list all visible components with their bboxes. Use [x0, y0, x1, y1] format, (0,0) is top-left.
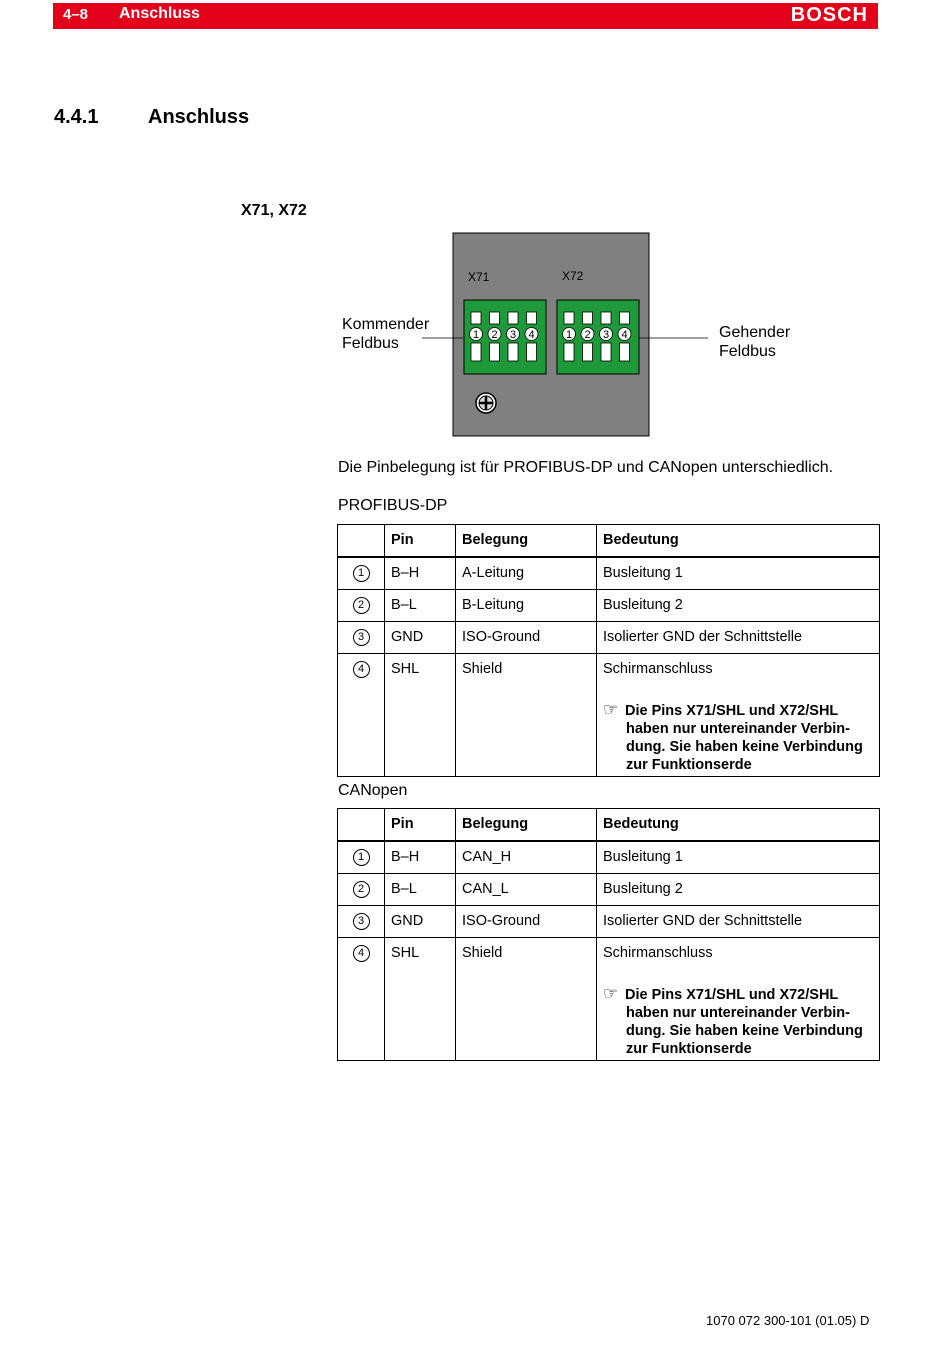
col-bedeutung: Bedeutung — [597, 525, 880, 558]
table-row — [338, 841, 880, 874]
intro-text: Die Pinbelegung ist für PROFIBUS-DP und CANopen unterschiedlich. — [338, 459, 834, 476]
connector-diagram — [330, 228, 791, 443]
terminal-top — [620, 312, 630, 324]
section-number: 4.4.1 — [54, 106, 99, 128]
pin-cell: B–H — [385, 557, 456, 590]
page-number: 4–8 — [63, 6, 89, 23]
belegung-cell: CAN_H — [456, 841, 597, 874]
terminal-bottom — [508, 343, 518, 361]
connector-x72 — [557, 300, 639, 374]
note-text: Die Pins X71/SHL und X72/SHL haben nur untereinander Verbin-dung. Sie haben keine Verbindung zur Funktionserde — [625, 703, 863, 773]
page-header — [53, 3, 878, 29]
terminal-bottom — [471, 343, 481, 361]
table-header-row — [338, 525, 880, 558]
connector-x71 — [464, 300, 546, 374]
hand-pointer-icon: ☞ — [603, 700, 619, 719]
belegung-cell: A-Leitung — [456, 557, 597, 590]
pin-number-label: 2 — [491, 329, 498, 341]
belegung-cell: B-Leitung — [456, 590, 597, 622]
table-row — [338, 874, 880, 906]
section-title: Anschluss — [148, 106, 250, 128]
note — [603, 701, 873, 774]
terminal-bottom — [490, 343, 500, 361]
right-label-1: Gehender — [719, 324, 791, 341]
pin-cell: B–L — [385, 590, 456, 622]
terminal-top — [583, 312, 593, 324]
canopen-caption: CANopen — [338, 782, 408, 799]
canopen-table — [337, 808, 880, 1061]
terminal-top — [527, 312, 537, 324]
table-row — [338, 622, 880, 654]
bedeutung-cell: Isolierter GND der Schnittstelle — [597, 906, 880, 938]
bedeutung-cell: Isolierter GND der Schnittstelle — [597, 622, 880, 654]
left-label-2: Feldbus — [342, 335, 399, 352]
bedeutung-cell: Schirmanschluss — [603, 661, 713, 677]
note — [603, 985, 873, 1058]
table-row — [338, 557, 880, 590]
pin-number-label: 3 — [602, 329, 610, 341]
pin-number: 2 — [353, 881, 370, 898]
belegung-cell: ISO-Ground — [456, 622, 597, 654]
terminal-top — [508, 312, 518, 324]
col-bedeutung: Bedeutung — [597, 809, 880, 842]
pin-cell: SHL — [385, 938, 456, 1061]
pin-number: 3 — [353, 913, 370, 930]
col-pin: Pin — [385, 809, 456, 842]
terminal-top — [490, 312, 500, 324]
pin-number: 4 — [353, 661, 370, 678]
pin-number: 4 — [353, 945, 370, 962]
pin-cell: GND — [385, 906, 456, 938]
terminal-bottom — [601, 343, 611, 361]
bedeutung-cell: Schirmanschluss — [603, 945, 713, 961]
document-number: 1070 072 300-101 (01.05) D — [706, 1313, 870, 1328]
pin-number: 1 — [353, 565, 370, 582]
pin-cell: SHL — [385, 654, 456, 777]
terminal-bottom — [527, 343, 537, 361]
table-row — [338, 590, 880, 622]
note-text: Die Pins X71/SHL und X72/SHL haben nur untereinander Verbin-dung. Sie haben keine Verbindung zur Funktionserde — [625, 987, 863, 1057]
belegung-cell: CAN_L — [456, 874, 597, 906]
label-x72: X72 — [562, 269, 584, 283]
label-x71: X71 — [468, 270, 490, 284]
table-header-row — [338, 809, 880, 842]
table-row — [338, 906, 880, 938]
terminal-bottom — [583, 343, 593, 361]
pin-number: 2 — [353, 597, 370, 614]
bedeutung-cell: Busleitung 1 — [597, 557, 880, 590]
pin-cell: GND — [385, 622, 456, 654]
terminal-top — [564, 312, 574, 324]
right-label-2: Feldbus — [719, 343, 776, 360]
terminal-top — [601, 312, 611, 324]
bosch-logo: BOSCH — [790, 4, 868, 26]
left-label-1: Kommender — [342, 316, 430, 333]
bedeutung-cell: Busleitung 2 — [597, 590, 880, 622]
screw-icon — [476, 393, 496, 413]
col-belegung: Belegung — [456, 525, 597, 558]
bedeutung-cell: Busleitung 1 — [597, 841, 880, 874]
terminal-bottom — [620, 343, 630, 361]
pin-number-label: 1 — [565, 329, 573, 341]
terminal-bottom — [564, 343, 574, 361]
profibus-table — [337, 524, 880, 777]
belegung-cell: ISO-Ground — [456, 906, 597, 938]
pin-number-label: 1 — [472, 329, 480, 341]
terminal-top — [471, 312, 481, 324]
col-pin: Pin — [385, 525, 456, 558]
pin-cell: B–L — [385, 874, 456, 906]
pin-number-label: 4 — [528, 329, 535, 341]
pin-number: 1 — [353, 849, 370, 866]
pin-number: 3 — [353, 629, 370, 646]
hand-pointer-icon: ☞ — [603, 984, 619, 1003]
header-title: Anschluss — [119, 5, 200, 22]
bedeutung-cell: Busleitung 2 — [597, 874, 880, 906]
belegung-cell: Shield — [456, 938, 597, 1061]
pin-cell: B–H — [385, 841, 456, 874]
pin-number-label: 3 — [509, 329, 517, 341]
col-belegung: Belegung — [456, 809, 597, 842]
connector-label: X71, X72 — [241, 202, 307, 219]
table-row — [338, 938, 880, 1061]
pin-number-label: 4 — [621, 329, 628, 341]
table-row — [338, 654, 880, 777]
belegung-cell: Shield — [456, 654, 597, 777]
profibus-caption: PROFIBUS-DP — [338, 497, 448, 514]
pin-number-label: 2 — [584, 329, 591, 341]
